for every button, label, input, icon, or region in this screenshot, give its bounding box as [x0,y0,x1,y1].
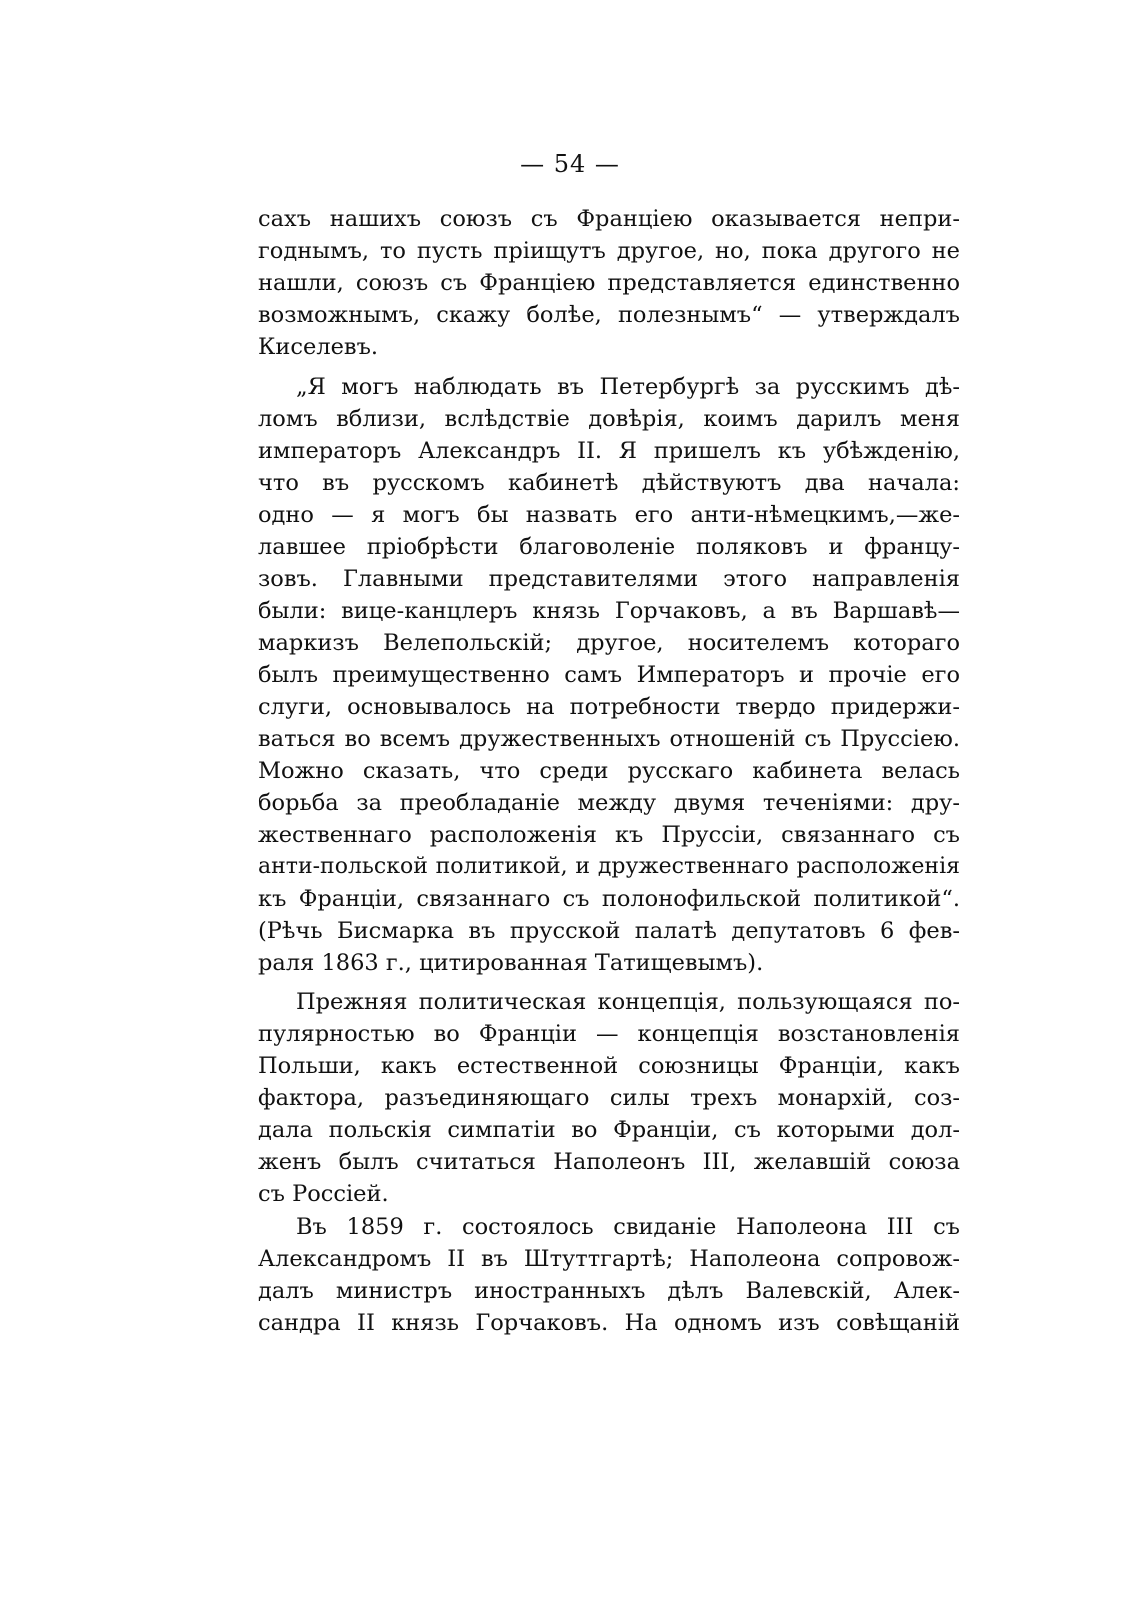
text-line: Можно сказать, что среди русскаго кабинета велась [258,758,960,784]
text-line: возможнымъ, скажу болѣе, полезнымъ“ — утверждалъ [258,302,960,328]
text-line: былъ преимущественно самъ Императоръ и прочіе его [258,662,960,688]
paragraph [258,986,960,1210]
text-line: слуги, основывалось на потребности твердо придержи- [258,694,960,720]
text-line: (Рѣчь Бисмарка въ прусской палатѣ депутатовъ 6 фев- [258,918,960,944]
text-line: были: вице-канцлеръ князь Горчаковъ, а въ Варшавѣ— [258,598,960,624]
text-line: Прежняя политическая концепція, пользующаяся по- [296,989,960,1015]
text-line: императоръ Александръ II. Я пришелъ къ убѣжденію, [258,438,960,464]
text-line: лавшее пріобрѣсти благоволеніе поляковъ и францу- [258,534,960,560]
text-line: сахъ нашихъ союзъ съ Франціею оказывается непри- [258,206,960,232]
page-number: — 54 — [520,150,620,178]
text-line: фактора, разъединяющаго силы трехъ монархій, соз- [258,1085,960,1111]
text-line: далъ министръ иностранныхъ дѣлъ Валевскій, Алек- [258,1278,960,1304]
paragraph [258,1211,960,1339]
text-line: сандра II князь Горчаковъ. На одномъ изъ совѣщаній [258,1310,960,1336]
text-line: анти-польской политикой, и дружественнаго расположенія [258,854,960,879]
text-line: жественнаго расположенія къ Пруссіи, связаннаго съ [258,822,960,848]
text-line: съ Россіей. [258,1181,389,1207]
text-line: Польши, какъ естественной союзницы Франціи, какъ [258,1053,960,1079]
text-line: женъ былъ считаться Наполеонъ III, желавшій союза [258,1149,960,1175]
paragraph [258,203,960,363]
text-line: что въ русскомъ кабинетѣ дѣйствуютъ два начала: [258,470,960,496]
text-line: дала польскія симпатіи во Франціи, съ которыми дол- [258,1117,960,1143]
text-line: ваться во всемъ дружественныхъ отношеній съ Пруссіею. [258,726,960,752]
text-line: одно — я могъ бы назвать его анти-нѣмецкимъ,—же- [258,502,960,528]
text-line: Въ 1859 г. состоялось свиданіе Наполеона III съ [296,1214,960,1240]
text-line: Александромъ II въ Штуттгартѣ; Наполеона сопровож- [258,1246,960,1272]
text-line: ломъ вблизи, вслѣдствіе довѣрія, коимъ дарилъ меня [258,406,960,432]
text-line: „Я могъ наблюдать въ Петербургѣ за русскимъ дѣ- [296,374,960,400]
text-line: борьба за преобладаніе между двумя теченіями: дру- [258,790,960,816]
text-line: раля 1863 г., цитированная Татищевымъ). [258,950,764,976]
paragraph [258,371,960,979]
text-line: къ Франціи, связаннаго съ полонофильской политикой“. [258,886,960,912]
text-line: маркизъ Велепольскій; другое, носителемъ котораго [258,630,960,656]
text-line: пулярностью во Франціи — концепція возстановленія [258,1021,960,1047]
text-line: годнымъ, то пусть пріищутъ другое, но, пока другого не [258,238,960,264]
text-line: Киселевъ. [258,334,379,360]
text-line: нашли, союзъ съ Франціею представляется единственно [258,270,960,296]
text-line: зовъ. Главными представителями этого направленія [258,566,960,592]
